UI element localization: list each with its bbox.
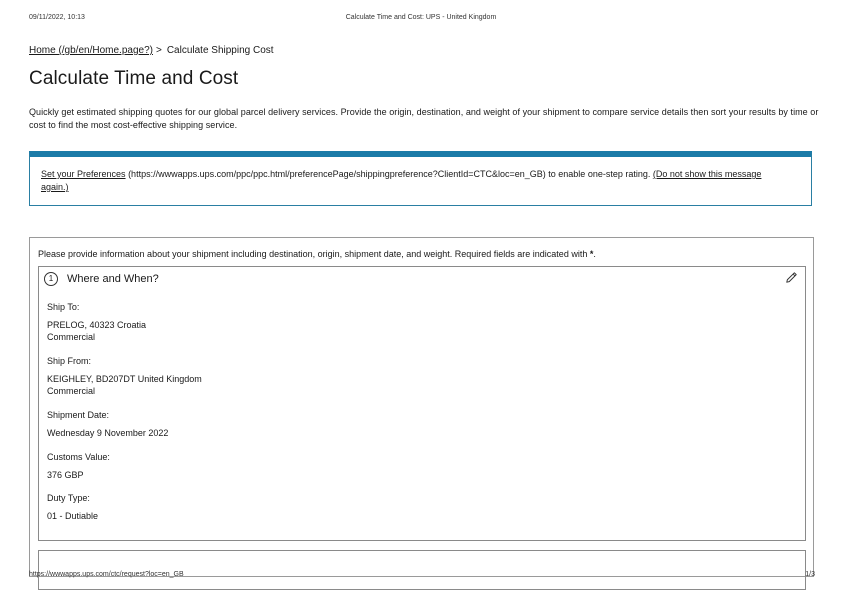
shipment-date-value: Wednesday 9 November 2022	[47, 427, 169, 438]
print-document-title: Calculate Time and Cost: UPS - United Kingdom	[345, 14, 497, 21]
form-intro-end: .	[593, 249, 596, 259]
duty-type-value: 01 - Dutiable	[47, 510, 99, 521]
print-footer	[0, 571, 842, 581]
page-title: Calculate Time and Cost	[29, 68, 239, 89]
ship-to-type: Commercial	[47, 332, 96, 342]
preferences-message	[41, 168, 791, 194]
ship-from-type: Commercial	[47, 386, 96, 396]
form-intro-text: Please provide information about your shipment including destination, origin, shipment date, and weight. Required fields are indicated with	[38, 249, 588, 259]
form-intro	[38, 249, 596, 259]
set-preferences-link[interactable]: Set your Preferences	[41, 169, 126, 179]
step-number-badge: 1	[44, 272, 58, 286]
dismiss-message-link[interactable]: (Do not show this message again.)	[41, 169, 762, 192]
preferences-banner	[29, 151, 812, 206]
preferences-url-text: (https://wwwapps.ups.com/ppc/ppc.html/preferencePage/shippingpreference?ClientId=CTC&loc=en_GB) to enable one-step rating.	[128, 169, 651, 179]
shipment-form	[29, 237, 814, 577]
breadcrumb-home-link[interactable]: Home (/gb/en/Home.page?)	[29, 45, 153, 56]
required-marker: *	[589, 249, 594, 259]
customs-value-value: 376 GBP	[47, 469, 84, 480]
intro-text: Quickly get estimated shipping quotes for our global parcel delivery services. Provide the origin, destination, and weight of your shipment to compare service details then sort your results by time or cost to find the most cost-effective shipping service.	[29, 107, 819, 130]
breadcrumb-separator: >	[155, 45, 162, 56]
print-url: https://wwwapps.ups.com/ctc/request?loc=en_GB	[29, 571, 184, 578]
next-step-card	[38, 550, 806, 590]
pencil-icon[interactable]	[785, 271, 798, 284]
print-page-number: 1/3	[805, 571, 815, 578]
breadcrumb	[29, 45, 274, 56]
ship-from-address: KEIGHLEY, BD207DT United Kingdom	[47, 373, 202, 384]
shipment-date-field	[47, 409, 168, 439]
ship-to-label: Ship To:	[47, 302, 80, 312]
breadcrumb-current: Calculate Shipping Cost	[166, 45, 274, 56]
duty-type-label: Duty Type:	[47, 493, 90, 503]
print-datetime: 09/11/2022, 10:13	[29, 14, 85, 21]
customs-value-label: Customs Value:	[47, 452, 110, 462]
print-header	[0, 14, 842, 24]
ship-to-field	[47, 301, 146, 344]
step-title: Where and When?	[67, 273, 159, 285]
duty-type-field	[47, 492, 98, 522]
customs-value-field	[47, 451, 110, 481]
ship-from-label: Ship From:	[47, 356, 92, 366]
ship-from-field	[47, 355, 202, 398]
step-where-and-when	[38, 266, 806, 541]
shipment-date-label: Shipment Date:	[47, 410, 110, 420]
ship-to-address: PRELOG, 40323 Croatia	[47, 319, 147, 330]
